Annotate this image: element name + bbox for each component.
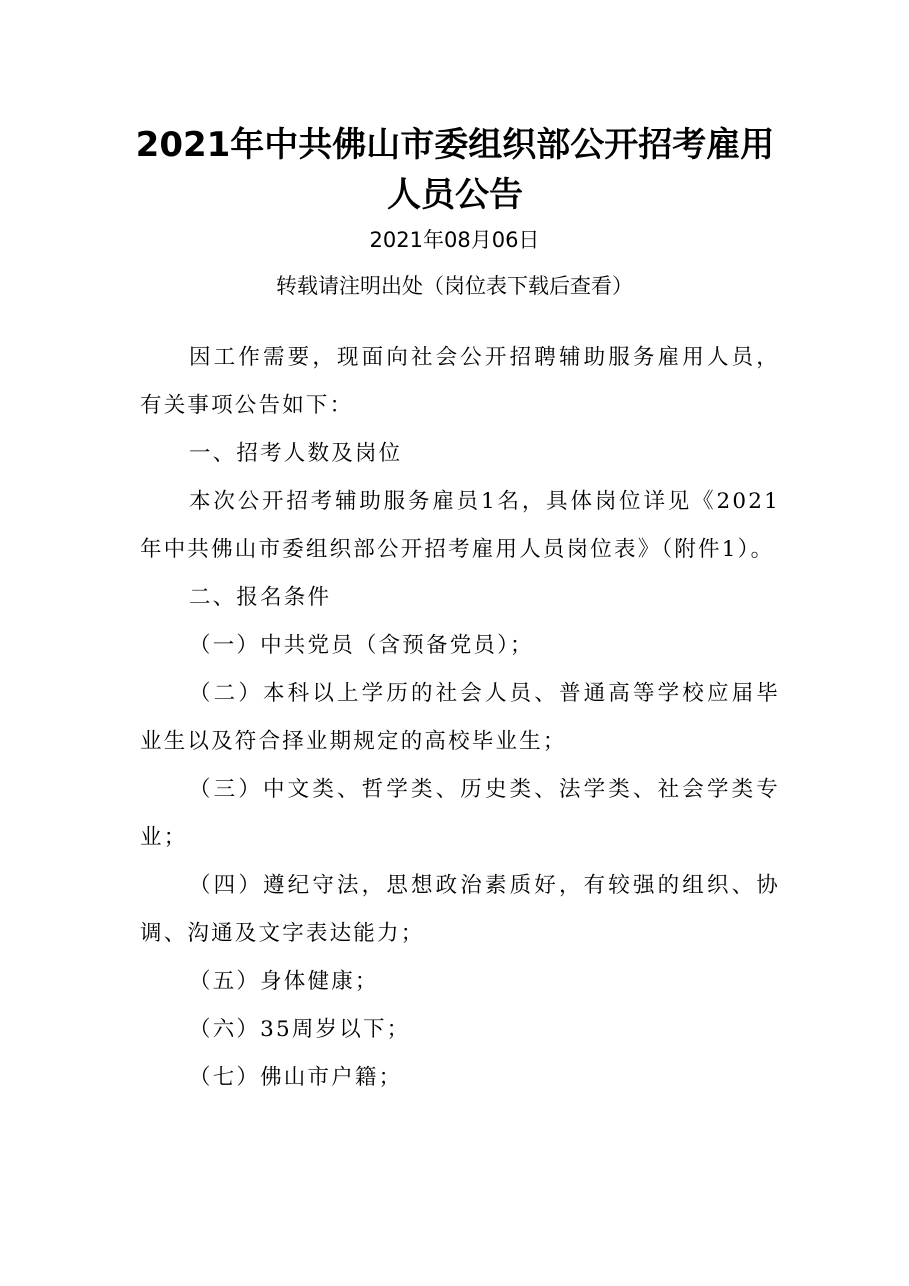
requirement-item: （三）中文类、哲学类、历史类、法学类、社会学类专业； [140,777,780,850]
section-heading-positions: 一、招考人数及岗位 [189,441,403,466]
publish-date: 2021年08月06日 [369,228,540,252]
paragraph-positions: 本次公开招考辅助服务雇员1名，具体岗位详见《2021年中共佛山市委组织部公开招考雇用人员岗位表》（附件1）。 [140,489,780,562]
requirement-item: （二）本科以上学历的社会人员、普通高等学校应届毕业生以及符合择业期规定的高校毕业生； [140,681,780,754]
document-body [140,334,780,1102]
source-note: 转载请注明出处（岗位表下载后查看） [276,274,633,298]
requirement-item: （六）35周岁以下； [189,1017,411,1042]
requirement-item: （一）中共党员（含预备党员）； [189,633,534,658]
requirement-item: （五）身体健康； [189,969,379,994]
document-title: 2021年中共佛山市委组织部公开招考雇用人员公告 [135,125,775,215]
requirement-item: （七）佛山市户籍； [189,1065,403,1090]
requirement-item: （四）遵纪守法，思想政治素质好，有较强的组织、协调、沟通及文字表达能力； [140,873,780,946]
section-heading-requirements: 二、报名条件 [189,585,332,610]
paragraph-intro: 因工作需要，现面向社会公开招聘辅助服务雇用人员，有关事项公告如下： [140,345,780,418]
